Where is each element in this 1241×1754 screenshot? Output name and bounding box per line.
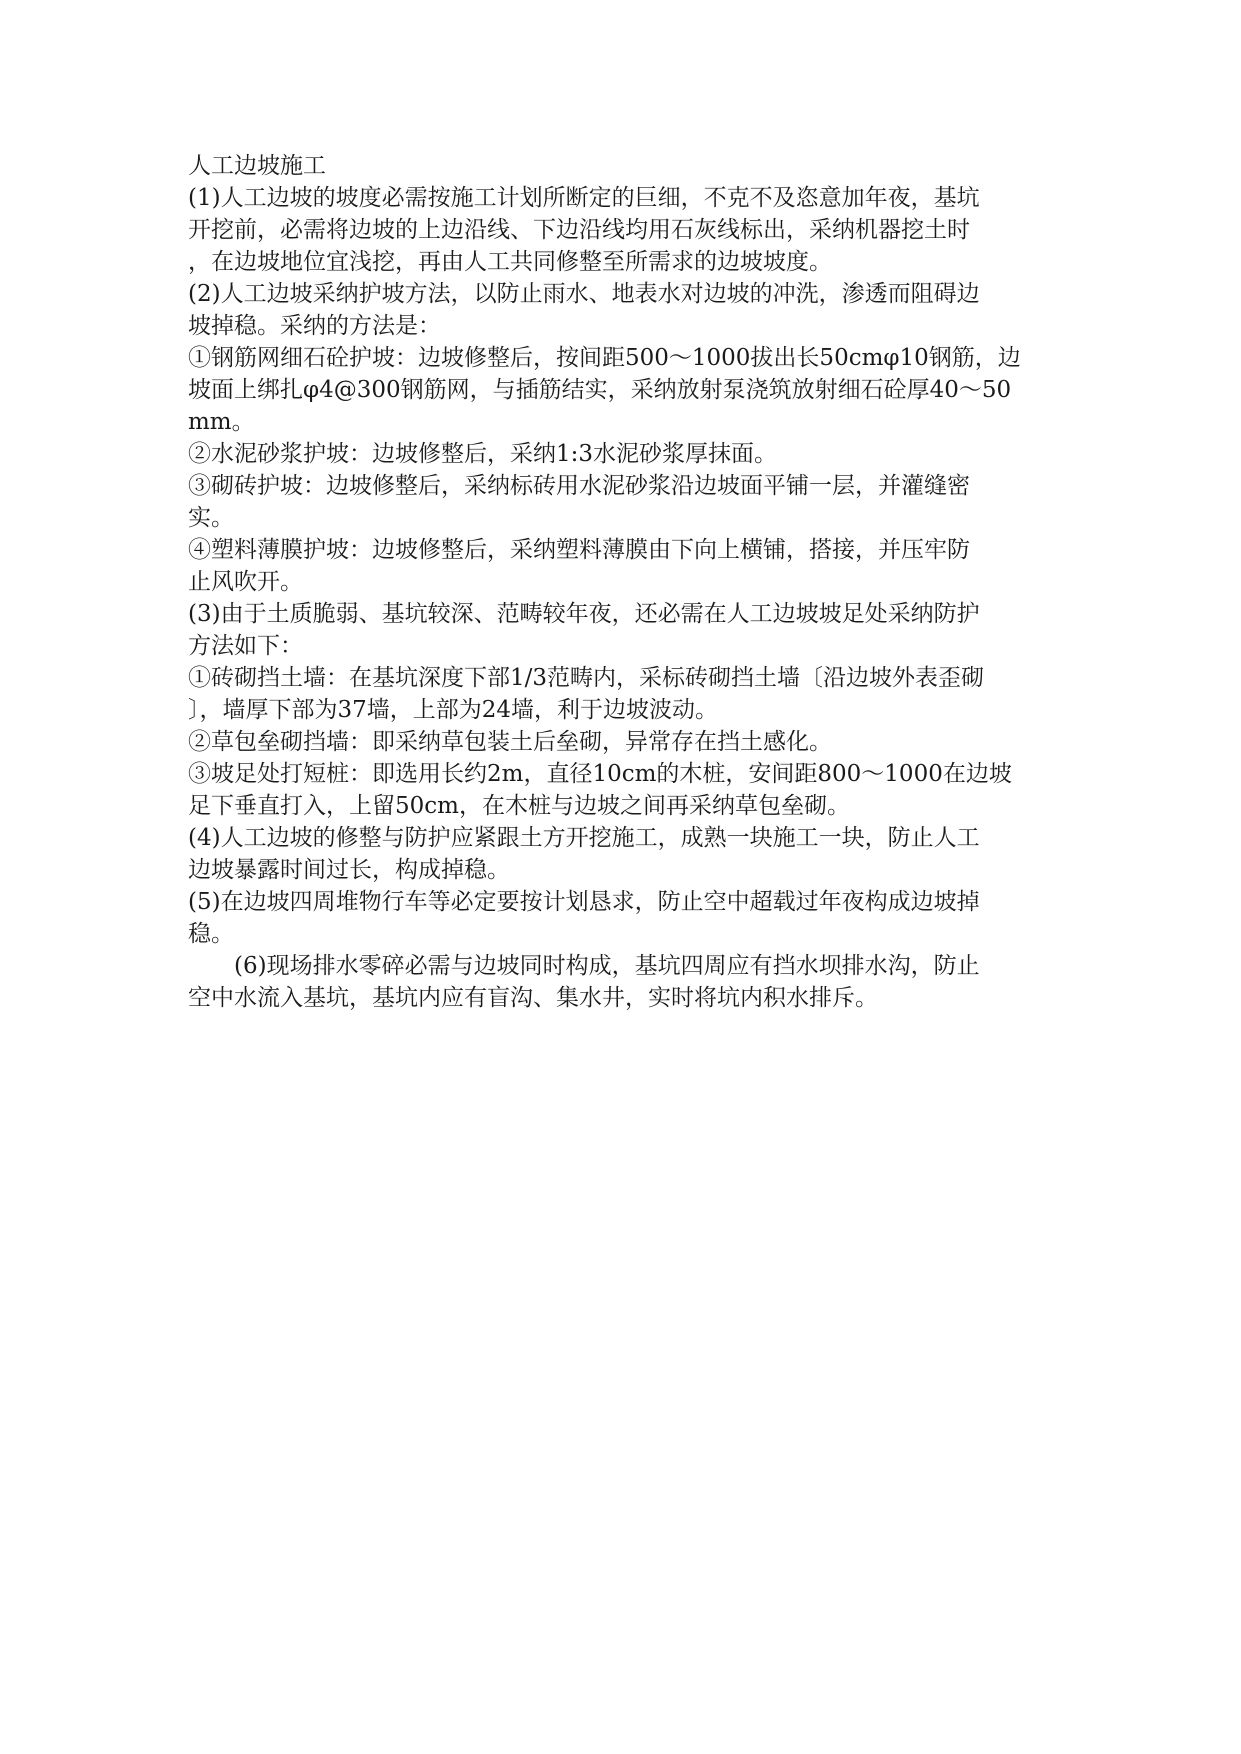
text-line: ①砖砌挡土墙：在基坑深度下部1/3范畴内，采标砖砌挡土墙〔沿边坡外表歪砌 [188,665,985,691]
text-line: ③砌砖护坡：边坡修整后，采纳标砖用水泥砂浆沿边坡面平铺一层，并灌缝密 [188,473,970,499]
text-line: (5)在边坡四周堆物行车等必定要按计划恳求，防止空中超载过年夜构成边坡掉 [188,889,980,915]
text-line: mm。 [188,409,255,435]
text-line: 〕，墙厚下部为37墙，上部为24墙，利于边坡波动。 [188,697,719,723]
text-line: ②水泥砂浆护坡：边坡修整后，采纳1:3水泥砂浆厚抹面。 [188,441,778,467]
document-body [188,150,1058,1014]
text-line: ③坡足处打短桩：即选用长约2m，直径10cm的木桩，安间距800～1000在边坡 [188,761,1012,787]
text-line: 足下垂直打入，上留50cm，在木桩与边坡之间再采纳草包垒砌。 [188,793,850,819]
text-line: 实。 [188,505,234,531]
text-line: (4)人工边坡的修整与防护应紧跟土方开挖施工，成熟一块施工一块，防止人工 [188,825,980,851]
text-line: ④塑料薄膜护坡：边坡修整后，采纳塑料薄膜由下向上横铺，搭接，并压牢防 [188,537,970,563]
text-line: 边坡暴露时间过长，构成掉稳。 [188,857,510,883]
text-line: ②草包垒砌挡墙：即采纳草包装土后垒砌，异常存在挡土感化。 [188,729,832,755]
text-line: (2)人工边坡采纳护坡方法，以防止雨水、地表水对边坡的冲洗，渗透而阻碍边 [188,281,980,307]
text-line: 止风吹开。 [188,569,303,595]
text-line: 开挖前，必需将边坡的上边沿线、下边沿线均用石灰线标出，采纳机器挖土时 [188,217,970,243]
text-line: 稳。 [188,921,234,947]
text-line: 坡面上绑扎φ4@300钢筋网，与插筋结实，采纳放射泵浇筑放射细石砼厚40～50 [188,377,1012,403]
text-line: (1)人工边坡的坡度必需按施工计划所断定的巨细，不克不及恣意加年夜，基坑 [188,185,980,211]
text-line: ①钢筋网细石砼护坡：边坡修整后，按间距500～1000拔出长50cmφ10钢筋，边 [188,345,1021,371]
text-line-indented: (6)现场排水零碎必需与边坡同时构成，基坑四周应有挡水坝排水沟，防止 [234,953,980,979]
document-title: 人工边坡施工 [188,153,326,179]
text-line: 方法如下： [188,633,303,659]
text-line: (3)由于土质脆弱、基坑较深、范畴较年夜，还必需在人工边坡坡足处采纳防护 [188,601,980,627]
text-line: 空中水流入基坑，基坑内应有盲沟、集水井，实时将坑内积水排斥。 [188,985,878,1011]
text-line: ，在边坡地位宜浅挖，再由人工共同修整至所需求的边坡坡度。 [188,249,832,275]
text-line: 坡掉稳。采纳的方法是： [188,313,441,339]
